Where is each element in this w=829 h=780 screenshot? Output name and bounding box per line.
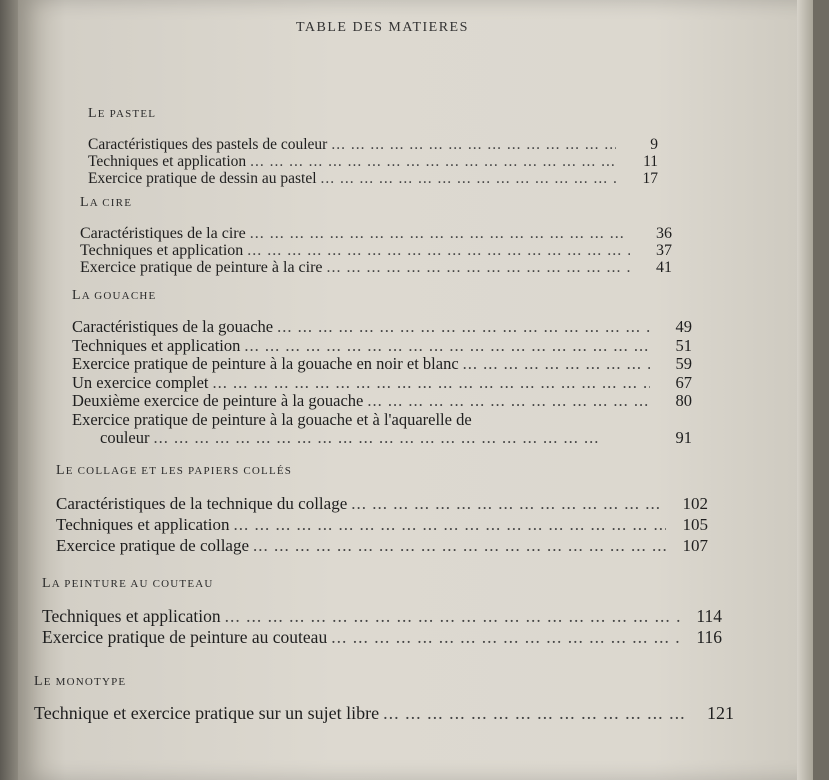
dot-leader (244, 337, 650, 356)
entry-label: Caractéristiques des pastels de couleur (88, 136, 328, 153)
entry-label-continued: couleur (100, 428, 150, 447)
entry-page: 107 (682, 536, 708, 555)
toc-entry (72, 337, 692, 356)
toc-entry (80, 242, 672, 259)
toc-entry (88, 170, 658, 187)
dot-leader (250, 153, 616, 170)
entry-label: Techniques et application (42, 606, 221, 626)
toc-entry (42, 627, 722, 648)
page-title: TABLE DES MATIERES (296, 20, 469, 35)
dot-leader (351, 493, 666, 514)
entry-label: Exercice pratique de collage (56, 536, 250, 555)
entry-label: Exercice pratique de peinture à la cire (80, 259, 323, 276)
entry-label: Exercice pratique de peinture au couteau (42, 627, 328, 647)
page-edge (797, 0, 813, 780)
entry-label: Techniques et application (88, 153, 247, 170)
entry-page: 105 (682, 515, 708, 534)
entry-label: Exercice pratique de peinture à la gouache en noir et blanc (72, 354, 459, 373)
entry-label: Exercice pratique de dessin au pastel (88, 170, 317, 187)
section-gouache (72, 288, 692, 448)
section-heading: LE PASTEL (88, 106, 157, 121)
dot-leader (367, 392, 650, 411)
toc-entry (56, 535, 708, 556)
dot-leader (253, 535, 666, 556)
dot-leader (225, 606, 680, 627)
entry-label: Technique et exercice pratique sur un sujet libre (34, 703, 380, 723)
dot-leader (383, 704, 692, 722)
entry-label: Techniques et application (80, 242, 244, 259)
dot-leader (250, 225, 630, 242)
dot-leader (277, 318, 650, 337)
toc-entry (88, 153, 658, 170)
entry-page: 102 (682, 494, 708, 513)
toc-entry (56, 514, 708, 535)
section-heading: LE MONOTYPE (34, 674, 127, 689)
entry-label: Deuxième exercice de peinture à la gouache (72, 391, 364, 410)
section-heading: LA CIRE (80, 195, 133, 210)
entry-page: 36 (656, 225, 672, 242)
section-heading: LA GOUACHE (72, 288, 157, 303)
toc-entry (80, 259, 672, 276)
entry-page: 9 (650, 136, 658, 153)
toc-entry (80, 225, 672, 242)
entry-label: Techniques et application (72, 335, 241, 355)
dot-leader (233, 514, 666, 535)
dot-leader (331, 627, 680, 648)
toc-entry (72, 355, 692, 374)
entry-page: 121 (707, 703, 734, 723)
entry-page: 41 (656, 259, 672, 276)
entry-page: 59 (675, 354, 692, 373)
section-cire (80, 195, 672, 276)
entry-label: Techniques et application (56, 515, 230, 534)
section-pastel (88, 106, 658, 187)
entry-page: 116 (696, 627, 722, 647)
toc-entry (72, 318, 692, 337)
entry-label: Exercice pratique de peinture à la gouache et à l'aquarelle de (72, 409, 472, 429)
entry-label: Caractéristiques de la technique du collage (56, 494, 348, 513)
dot-leader (321, 170, 616, 187)
dot-leader (213, 374, 650, 393)
toc-entry (88, 136, 658, 153)
section-collage (56, 463, 708, 556)
entry-page: 51 (675, 335, 692, 355)
toc-entry (56, 493, 708, 514)
section-couteau (42, 576, 722, 648)
entry-label: Caractéristiques de la gouache (72, 317, 274, 336)
section-monotype (34, 674, 734, 722)
toc-entry (72, 392, 692, 411)
dot-leader (247, 242, 630, 259)
entry-page: 11 (643, 153, 658, 170)
entry-page: 37 (656, 242, 672, 259)
section-heading: LE COLLAGE ET LES PAPIERS COLLÉS (56, 463, 293, 478)
toc-entry (34, 704, 734, 722)
dot-leader (327, 259, 630, 276)
entry-label: Un exercice complet (72, 372, 209, 392)
dot-leader (331, 136, 616, 153)
toc-entry (72, 429, 692, 448)
entry-page: 91 (675, 428, 692, 447)
entry-page: 49 (675, 317, 692, 336)
section-heading: LA PEINTURE AU COUTEAU (42, 576, 214, 591)
entry-page: 67 (675, 372, 692, 392)
toc-entry (72, 374, 692, 393)
entry-page: 114 (696, 606, 722, 626)
entry-page: 80 (675, 391, 692, 410)
entry-label: Caractéristiques de la cire (80, 225, 246, 242)
toc-entry (42, 606, 722, 627)
dot-leader (463, 355, 650, 374)
dot-leader (153, 429, 650, 448)
entry-page: 17 (642, 170, 658, 187)
